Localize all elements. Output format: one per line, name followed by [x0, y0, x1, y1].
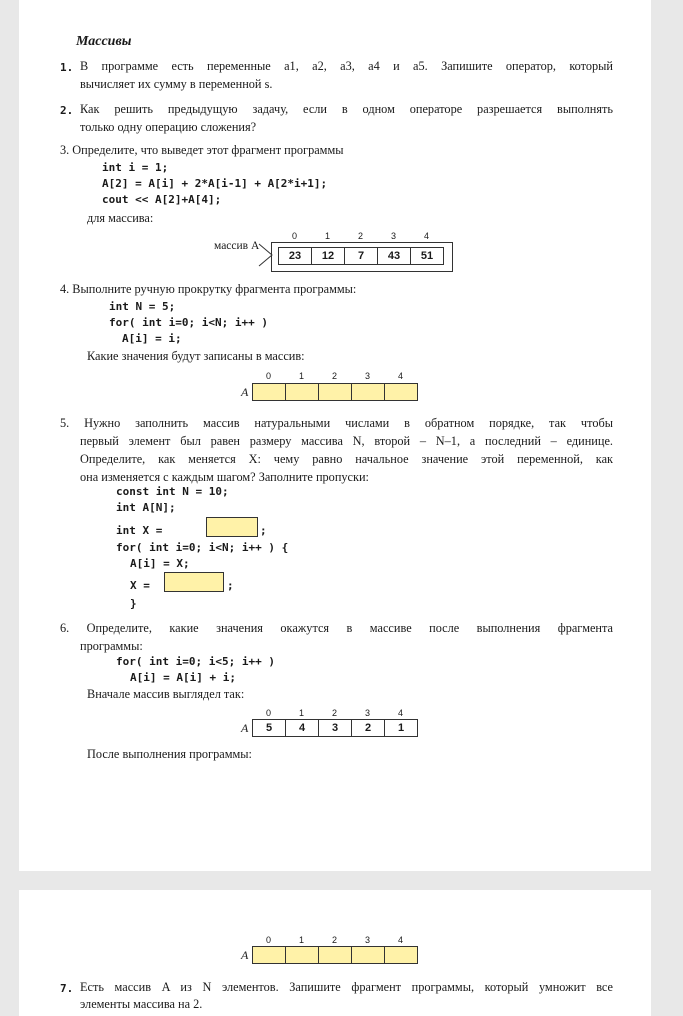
task-6-initial-text: Вначале массив выглядел так: — [87, 687, 245, 701]
index-label: 0 — [265, 935, 271, 945]
index-label: 4 — [397, 935, 403, 945]
task-1-line-1: В программе есть переменные a1, a2, a3, a4 и a5. Запишите оператор, который — [80, 59, 613, 73]
index-label: 0 — [265, 708, 271, 718]
answer-cell[interactable] — [352, 947, 385, 963]
task-6-line-1: 6. Определите, какие значения окажутся в массиве после выполнения фрагмента — [60, 621, 613, 635]
array-cell: 1 — [397, 722, 405, 734]
answer-cell[interactable] — [253, 947, 286, 963]
task-6-line-2: программы: — [80, 639, 143, 653]
task-3-code-line-3: cout << A[2]+A[4]; — [102, 193, 222, 206]
answer-cell[interactable] — [352, 384, 385, 400]
task-5-line-2: первый элемент был равен размеру массива N, второй – N–1, а последний – единице. — [80, 434, 613, 448]
task-4-question: Какие значения будут записаны в массив: — [87, 349, 305, 363]
task-2-line-2: только одну операцию сложения? — [80, 120, 257, 134]
task-1-line-2: вычисляет их сумму в переменной s. — [80, 77, 273, 91]
answer-cell[interactable] — [385, 384, 417, 400]
index-label: 3 — [390, 231, 396, 241]
array-cell: 2 — [352, 720, 385, 736]
task-7-number: 7. — [60, 982, 74, 995]
task-4-code-line-1: int N = 5; — [109, 300, 176, 313]
task-7-line-2: элементы массива на 2. — [80, 997, 203, 1011]
task-5-code-line-2: int A[N]; — [116, 501, 176, 514]
task-6-answer-label: A — [241, 948, 249, 962]
task-6-answer-indices — [252, 935, 417, 945]
task-5-line-1: 5. Нужно заполнить массив натуральными числами в обратном порядке, так чтобы — [60, 416, 613, 430]
index-label: 3 — [364, 935, 370, 945]
task-4-indices — [252, 371, 417, 381]
index-label: 4 — [397, 371, 403, 381]
task-3-heading: 3. Определите, что выведет этот фрагмент программы — [60, 143, 344, 157]
index-label: 1 — [324, 231, 330, 241]
task-3-code-line-1: int i = 1; — [102, 161, 169, 174]
task-6-initial-array — [252, 719, 418, 737]
task-5-semicolon-1: ; — [260, 524, 267, 537]
task-5-x-initial-input[interactable] — [206, 517, 258, 537]
page-1 — [19, 0, 651, 871]
task-3-array — [278, 247, 444, 265]
task-7-line-1: Есть массив A из N элементов. Запишите фрагмент программы, который умножит все — [80, 980, 613, 994]
array-cell: 51 — [420, 250, 434, 262]
answer-cell[interactable] — [253, 384, 286, 400]
index-label: 2 — [331, 935, 337, 945]
index-label: 2 — [357, 231, 363, 241]
task-5-code-line-6: X = — [130, 579, 150, 592]
task-4-array-label: A — [241, 385, 249, 399]
task-6-code-line-2: A[i] = A[i] + i; — [130, 671, 236, 684]
task-5-semicolon-2: ; — [227, 579, 234, 592]
task-6-indices — [252, 708, 417, 718]
task-5-code-line-5: A[i] = X; — [130, 557, 190, 570]
answer-cell[interactable] — [286, 947, 319, 963]
index-label: 1 — [298, 708, 304, 718]
answer-cell[interactable] — [286, 384, 319, 400]
array-cell: 5 — [253, 720, 286, 736]
array-cell: 23 — [279, 248, 312, 264]
index-label: 2 — [331, 371, 337, 381]
page-title: Массивы — [76, 34, 132, 49]
task-5-code-line-1: const int N = 10; — [116, 485, 229, 498]
task-5-code-line-3: int X = — [116, 524, 163, 537]
array-cell: 4 — [286, 720, 319, 736]
index-label: 1 — [298, 935, 304, 945]
task-5-line-3: Определите, как меняется X: чему равно начальное значение этой переменной, как — [80, 452, 613, 466]
answer-cell[interactable] — [319, 384, 352, 400]
task-5-code-line-7: } — [130, 597, 137, 610]
task-4-code-line-2: for( int i=0; i<N; i++ ) — [109, 316, 268, 329]
task-1-number: 1. — [60, 61, 74, 74]
task-4-heading: 4. Выполните ручную прокрутку фрагмента программы: — [60, 282, 357, 296]
index-label: 1 — [298, 371, 304, 381]
index-label: 4 — [397, 708, 403, 718]
index-label: 0 — [291, 231, 297, 241]
task-6-code-line-1: for( int i=0; i<5; i++ ) — [116, 655, 275, 668]
index-label: 3 — [364, 708, 370, 718]
answer-cell[interactable] — [319, 947, 352, 963]
index-label: 0 — [265, 371, 271, 381]
task-5-x-update-input[interactable] — [164, 572, 224, 592]
array-cell: 7 — [345, 248, 378, 264]
task-3-for-array: для массива: — [87, 211, 154, 225]
index-label: 3 — [364, 371, 370, 381]
task-6-after-text: После выполнения программы: — [87, 747, 252, 761]
array-cell: 12 — [312, 248, 345, 264]
task-4-code-line-3: A[i] = i; — [122, 332, 182, 345]
task-6-array-label: A — [241, 721, 249, 735]
page-2 — [19, 890, 651, 1016]
index-label: 2 — [331, 708, 337, 718]
task-2-number: 2. — [60, 104, 74, 117]
task-3-indices — [278, 231, 443, 241]
index-label: 4 — [423, 231, 429, 241]
task-3-code-line-2: A[2] = A[i] + 2*A[i-1] + A[2*i+1]; — [102, 177, 328, 190]
task-3-array-label: массив A — [214, 240, 260, 252]
answer-cell[interactable] — [385, 947, 417, 963]
task-6-answer-array[interactable] — [252, 946, 418, 964]
task-4-answer-array[interactable] — [252, 383, 418, 401]
array-cell: 3 — [319, 720, 352, 736]
task-5-line-4: она изменяется с каждым шагом? Заполните пропуски: — [80, 470, 369, 484]
task-2-line-1: Как решить предыдущую задачу, если в одном операторе разрешается выполнять — [80, 102, 613, 116]
task-5-code-line-4: for( int i=0; i<N; i++ ) { — [116, 541, 289, 554]
array-cell: 43 — [378, 248, 411, 264]
